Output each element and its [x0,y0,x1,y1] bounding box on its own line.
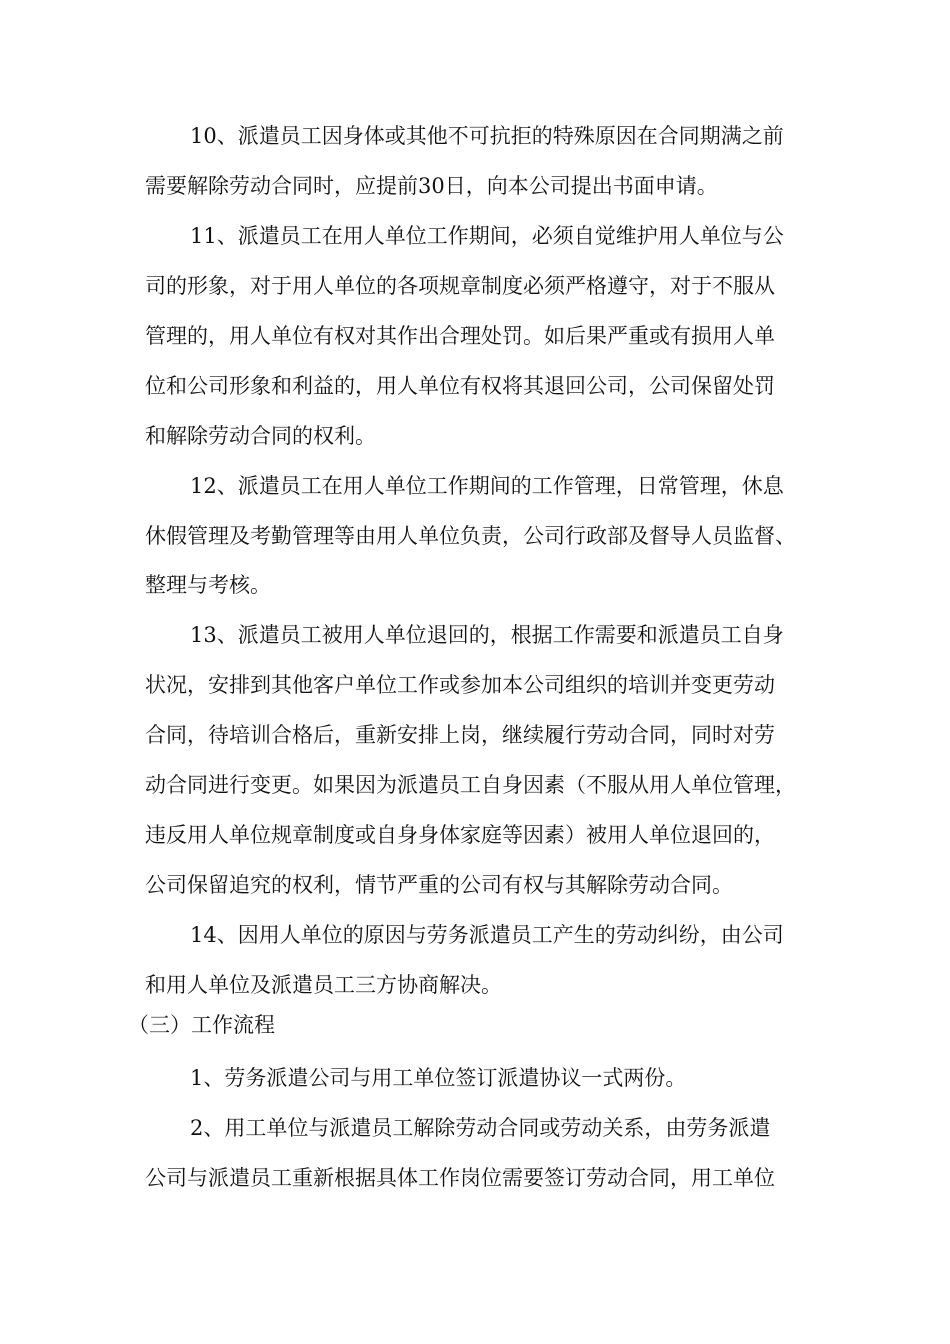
step-2-line-2: 公司与派遣员工重新根据具体工作岗位需要签订劳动合同，用工单位 [145,1166,775,1190]
para-11-line-5: 和解除劳动合同的权利。 [145,424,376,448]
step-2-line-1: 2、用工单位与派遣员工解除劳动合同或劳动关系，由劳务派遣 [190,1116,771,1140]
para-12-line-2: 休假管理及考勤管理等由用人单位负责，公司行政部及督导人员监督、 [145,524,796,548]
para-13-line-4: 动合同进行变更。如果因为派遣员工自身因素（不服从用人单位管理， [145,773,796,797]
para-14-line-2: 和用人单位及派遣员工三方协商解决。 [145,973,502,997]
para-12-line-3: 整理与考核。 [145,573,271,597]
para-10-line-1: 10、派遣员工因身体或其他不可抗拒的特殊原因在合同期满之前 [190,124,784,148]
para-11-line-1: 11、派遣员工在用人单位工作期间，必须自觉维护用人单位与公 [190,224,784,248]
para-12-line-1: 12、派遣员工在用人单位工作期间的工作管理，日常管理，休息 [190,474,784,498]
para-13-line-2: 状况，安排到其他客户单位工作或参加本公司组织的培训并变更劳动 [145,673,775,697]
para-10-line-2: 需要解除劳动合同时，应提前30日，向本公司提出书面申请。 [145,174,718,198]
para-11-line-4: 位和公司形象和利益的，用人单位有权将其退回公司，公司保留处罚 [145,374,775,398]
para-13-line-5: 违反用人单位规章制度或自身身体家庭等因素）被用人单位退回的， [145,823,775,847]
para-13-line-6: 公司保留追究的权利，情节严重的公司有权与其解除劳动合同。 [145,873,733,897]
step-1-line-1: 1、劳务派遣公司与用工单位签订派遣协议一式两份。 [190,1066,687,1090]
para-13-line-3: 合同，待培训合格后，重新安排上岗，继续履行劳动合同，同时对劳 [145,723,775,747]
para-11-line-3: 管理的，用人单位有权对其作出合理处罚。如后果严重或有损用人单 [145,324,775,348]
para-13-line-1: 13、派遣员工被用人单位退回的，根据工作需要和派遣员工自身 [190,623,784,647]
section-heading: （三）工作流程 [128,1013,275,1037]
para-14-line-1: 14、因用人单位的原因与劳务派遣员工产生的劳动纠纷，由公司 [190,923,784,947]
para-11-line-2: 司的形象，对于用人单位的各项规章制度必须严格遵守，对于不服从 [145,274,775,298]
